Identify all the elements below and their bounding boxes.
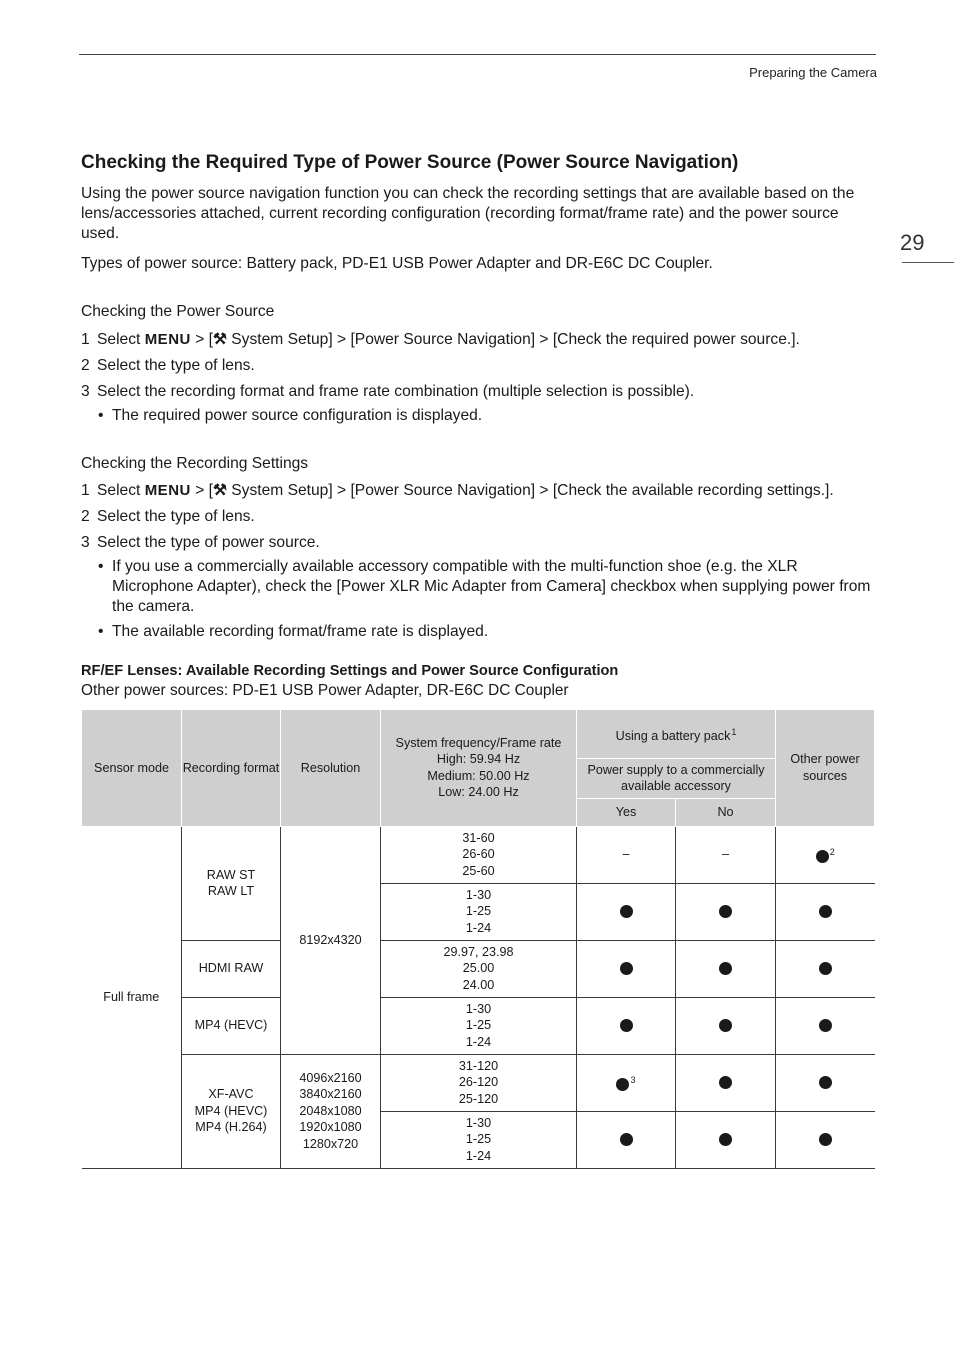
header-battery-pack: Using a battery pack$^1$ [577, 710, 776, 758]
cell-no [676, 883, 776, 940]
header-power-supply-accessory: Power supply to a commercially available accessory [577, 758, 776, 798]
cell-resolution-8k: 8192x4320 [281, 826, 381, 1054]
cell-other [776, 1054, 875, 1111]
cell-format-mp4-hevc: MP4 (HEVC) [182, 997, 281, 1054]
table-row [82, 997, 875, 1054]
availability-dot-icon [819, 1133, 832, 1146]
cell-sensor-mode: Full frame [82, 826, 182, 1168]
availability-dot-icon [819, 1076, 832, 1089]
header-sensor-mode: Sensor mode [82, 710, 182, 826]
availability-dot-icon [819, 1019, 832, 1032]
cell-frame-rate: 31-120 26-120 25-120 [381, 1054, 577, 1111]
bullet-icon: • [98, 407, 104, 424]
cell-other [776, 997, 875, 1054]
heading-power-source: Checking the Power Source [81, 303, 275, 320]
table-row [82, 826, 875, 883]
cell-yes [577, 997, 676, 1054]
section-title: Checking the Required Type of Power Source (Power Source Navigation) [81, 152, 739, 173]
table-row [82, 940, 875, 997]
availability-dot-icon [719, 1019, 732, 1032]
availability-dot-icon [620, 1133, 633, 1146]
availability-dot-icon [816, 850, 829, 863]
recording-step-2: 2 Select the type of lens. [81, 508, 255, 525]
bullet-icon: • [98, 558, 104, 575]
power-bullet: • The required power source configuration is displayed. [98, 407, 483, 424]
cell-format-hdmi: HDMI RAW [182, 940, 281, 997]
power-step-3: 3 Select the recording format and frame rate combination (multiple selection is possible). [81, 383, 695, 400]
cell-yes [577, 883, 676, 940]
cell-no [676, 1054, 776, 1111]
footnote-mark: 2 [829, 847, 835, 858]
cell-other [776, 883, 875, 940]
cell-no [676, 1111, 776, 1168]
availability-dot-icon [719, 1133, 732, 1146]
wrench-icon: ⚒ [212, 482, 227, 499]
cell-frame-rate: 1-30 1-25 1-24 [381, 997, 577, 1054]
cell-format-xf-avc: XF-AVC MP4 (HEVC) MP4 (H.264) [182, 1054, 281, 1168]
cell-other [776, 826, 875, 883]
header-section-title: Preparing the Camera [749, 65, 877, 80]
table-title: RF/EF Lenses: Available Recording Settings and Power Source Configuration [81, 663, 619, 679]
header-rule [79, 54, 876, 55]
availability-dot-icon [616, 1078, 629, 1091]
header-no: No [676, 798, 776, 826]
cell-frame-rate: 31-60 26-60 25-60 [381, 826, 577, 883]
header-recording-format: Recording format [182, 710, 281, 826]
availability-dot-icon [620, 962, 633, 975]
table-subtitle: Other power sources: PD-E1 USB Power Adapter, DR-E6C DC Coupler [81, 682, 569, 699]
recording-step-1: 1 Select MENU > [⚒ System Setup] > [Power Source Navigation] > [Check the available recording settings.]. [81, 482, 834, 499]
power-source-types: Types of power source: Battery pack, PD-E1 USB Power Adapter and DR-E6C DC Coupler. [81, 255, 713, 272]
power-step-2: 2 Select the type of lens. [81, 357, 255, 374]
cell-yes [577, 1111, 676, 1168]
header-other-power: Other power sources [776, 710, 875, 826]
cell-no: – [676, 826, 776, 883]
header-yes: Yes [577, 798, 676, 826]
cell-other [776, 940, 875, 997]
cell-resolution-multi: 4096x2160 3840x2160 2048x1080 1920x1080 1280x720 [281, 1054, 381, 1168]
recording-bullet-2: • The available recording format/frame rate is displayed. [98, 623, 489, 640]
bullet-icon: • [98, 623, 104, 640]
cell-other [776, 1111, 875, 1168]
footnote-mark: 3 [630, 1075, 636, 1086]
table-row [82, 1054, 875, 1111]
step-number: 1 [81, 331, 90, 348]
cell-no [676, 940, 776, 997]
wrench-icon: ⚒ [212, 331, 227, 348]
power-source-table [81, 710, 875, 1169]
menu-button-glyph: MENU [144, 482, 191, 499]
page-number: 29 [900, 230, 925, 255]
availability-dot-icon [819, 962, 832, 975]
intro-paragraph: Using the power source navigation function you can check the recording settings that are available based on the lens/accessories attached, current recording configuration (recording format/frame rate) and the power source used. [81, 185, 855, 242]
availability-dot-icon [719, 905, 732, 918]
cell-format-raw: RAW ST RAW LT [182, 826, 281, 940]
cell-no [676, 997, 776, 1054]
power-step-1: 1 Select MENU > [⚒ System Setup] > [Power Source Navigation] > [Check the required power source.]. [81, 331, 800, 348]
cell-yes: – [577, 826, 676, 883]
cell-frame-rate: 1-30 1-25 1-24 [381, 1111, 577, 1168]
page-number-rule [902, 262, 954, 263]
header-resolution: Resolution [281, 710, 381, 826]
recording-bullet-1: • If you use a commercially available accessory compatible with the multi-function shoe (e.g. the XLR Microphone Adapter), check the [Power XLR Mic Adapter from Camera] checkbox when supplying power from the camera. [98, 558, 871, 615]
availability-dot-icon [620, 905, 633, 918]
availability-dot-icon [819, 905, 832, 918]
availability-dot-icon [620, 1019, 633, 1032]
footnote-mark: 1 [731, 726, 737, 737]
cell-frame-rate: 1-30 1-25 1-24 [381, 883, 577, 940]
header-system-frequency: System frequency/Frame rate High: 59.94 Hz Medium: 50.00 Hz Low: 24.00 Hz [381, 710, 577, 826]
availability-dot-icon [719, 962, 732, 975]
recording-step-3: 3 Select the type of power source. [81, 534, 320, 551]
heading-recording-settings: Checking the Recording Settings [81, 455, 309, 472]
cell-frame-rate: 29.97, 23.98 25.00 24.00 [381, 940, 577, 997]
menu-button-glyph: MENU [144, 331, 191, 348]
availability-dot-icon [719, 1076, 732, 1089]
cell-yes [577, 1054, 676, 1111]
cell-yes [577, 940, 676, 997]
